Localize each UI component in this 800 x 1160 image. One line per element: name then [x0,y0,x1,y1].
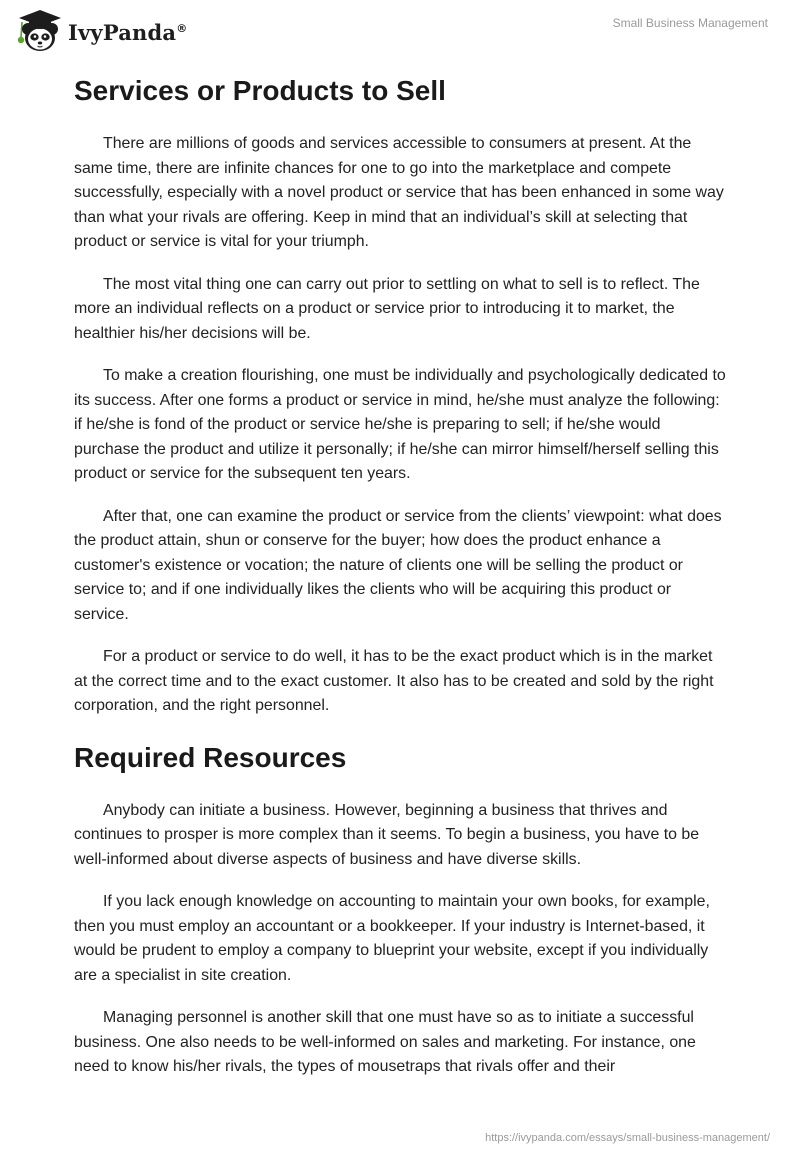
paragraph: To make a creation flourishing, one must be individually and psychologically dedicated to its success. After one forms a product or service in mind, he/she must analyze the following: if he/she is fond of the product or service he/she is preparing to sell; if he/she would purchase the product and utilize it personally; if he/she can mirror himself/herself selling this product or service for the subsequent ten years. [74,367,726,482]
paragraph: For a product or service to do well, it has to be the exact product which is in the market at the correct time and to the exact customer. It also has to be created and sold by the right corporation, and the right personnel. [74,648,714,714]
paragraph: After that, one can examine the product or service from the clients’ viewpoint: what does the product attain, shun or conserve for the buyer; how does the product enhance a customer's existence or vocation; the nature of clients one will be selling the product or service to; and if one individually likes the clients who will be acquiring this product or service. [74,507,722,623]
essay-body [74,70,730,1098]
paragraph: Managing personnel is another skill that one must have so as to initiate a successful business. One also needs to be well-informed on sales and marketing. For instance, one need to know his/her rivals, the types of mousetraps that rivals offer and their [74,1009,696,1075]
panda-graduation-cap-icon [14,8,64,52]
paragraph: Anybody can initiate a business. However, beginning a business that thrives and continues to prosper is more complex than it seems. To begin a business, you have to be well-informed about diverse aspects of business and have diverse skills. [74,801,700,868]
brand-logo[interactable] [14,8,187,52]
section-heading: Required Resources [74,741,347,773]
document-title: Small Business Management [612,16,768,30]
source-url[interactable]: https://ivypanda.com/essays/small-business-management/ [485,1132,770,1144]
paragraph: The most vital thing one can carry out prior to settling on what to sell is to reflect. The more an individual reflects on a product or service prior to introducing it to market, the healthier his/her decisions will be. [74,275,700,342]
brand-name: IvyPanda® [68,19,188,45]
paragraph: There are millions of goods and services accessible to consumers at present. At the same time, there are infinite chances for one to go into the marketplace and compete successfully, especially with a novel product or service that has been enhanced in some way than what your rivals are offering. Keep in mind that an individual’s skill at selecting that product or service is vital for your triumph. [74,135,724,250]
paragraph: If you lack enough knowledge on accounting to maintain your own books, for example, then you must employ an accountant or a bookkeeper. If your industry is Internet-based, it would be prudent to employ a company to blueprint your website, except if you individually are a specialist in site creation. [74,893,710,984]
section-heading: Services or Products to Sell [74,75,446,106]
page-header [0,0,800,70]
